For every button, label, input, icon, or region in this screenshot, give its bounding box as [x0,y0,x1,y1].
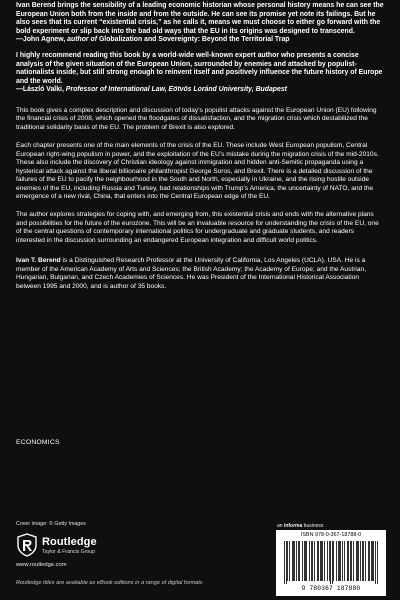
barcode-bar [369,541,370,581]
publisher-name: Routledge [42,536,97,548]
barcode-digits: 9 780367 187880 [301,585,361,592]
barcode-graphic [284,541,378,584]
endorsement-author-1-role: author of [67,36,98,44]
informa-suffix: business [302,523,324,529]
barcode-bar [289,541,290,581]
barcode-bar [375,541,376,584]
barcode-bar [330,541,331,584]
ebook-note: Routledge titles are available as eBook editions in a range of digital formats [16,580,203,586]
barcode-bar [373,541,374,581]
endorsement-quote-1: Ivan Berend brings the sensibility of a leading economic historian whose personal history means he can see the European Union both from the inside and from the outside. He can see its promise yet note its failings. But he also sees that its current “existential crisis,” as he calls it, means we must choose to either go forward with the bold experiment or slip back into the bad old ways that the EU in its origins was designed to transcend. [16,2,384,35]
barcode-bar [329,541,330,581]
barcode-bar [332,541,333,584]
barcode-bar [314,541,315,581]
barcode-bar [293,541,294,581]
barcode-bar [327,541,328,581]
barcode-panel [276,530,386,596]
barcode-bar [336,541,337,581]
barcode-bar [309,541,310,581]
endorsement-author-2-name: —László Valki, [16,86,66,94]
barcode-bar [362,541,363,581]
barcode-bar [353,541,354,581]
description-paragraph-1: This book gives a complex description and discussion of today’s populist attacks against the European Union (EU) following the financial crisis of 2008, which opened the floodgates of dissatisfaction, and the migration crisis which destabilized the traditional solidarity basis of the EU. The problem of Brexit is also explored. [16,106,377,131]
barcode-bar [357,541,358,581]
barcode-bar [306,541,307,581]
barcode-bar [356,541,357,581]
barcode-bar [298,541,299,581]
barcode-bar [302,541,303,581]
barcode-bar [342,541,343,581]
informa-tagline [277,523,323,529]
barcode-bar [340,541,341,581]
informa-prefix: an [277,523,284,529]
barcode-bar [294,541,295,581]
barcode-bar [321,541,322,581]
barcode-bar [292,541,293,581]
barcode-bar [286,541,287,584]
barcode-bar [338,541,339,581]
barcode-bar [320,541,321,581]
barcode-bar [371,541,372,581]
barcode-bar [311,541,312,581]
publisher-url[interactable]: www.routledge.com [16,562,67,568]
author-bio [16,257,384,291]
cover-image-credit: Cover image: © Getty Images [16,521,86,527]
endorsement-author-2 [16,86,384,95]
author-bio-name: Ivan T. Berend [16,257,61,265]
barcode-bar [360,541,361,581]
publisher-logo [16,533,126,557]
cover-text [16,2,384,291]
barcode-bar [287,541,288,581]
publisher-subtitle: Taylor & Francis Group [42,549,96,555]
barcode-bar [317,541,318,581]
informa-brand: informa [283,523,303,529]
barcode-bar [322,541,323,581]
endorsement-author-1 [16,36,384,45]
barcode-bar [358,541,359,581]
endorsement-author-2-role: Professor of International Law, Eötvös Loránd University, Budapest [65,86,287,94]
endorsement-author-1-work: Globalization and Sovereignty: Beyond the Territorial Trap [97,36,290,44]
barcode-bar [333,541,334,581]
isbn-label: ISBN 978-0-367-18788-0 [300,532,362,538]
barcode-bar [351,541,352,581]
barcode-bar [304,541,305,581]
barcode-bar [368,541,369,581]
barcode-bar [347,541,348,581]
routledge-logo-icon [16,533,38,557]
barcode-bar [284,541,285,584]
endorsement-quote-2: I highly recommend reading this book by a world-wide well-known expert author who presents a concise analysis of the given situation of the European Union, surrounded by enemies and attacked by populist-nationalists inside, but still strong enough to reinvent itself and positively influence the future history of Europe and the world. [16,51,383,85]
author-bio-text: is a Distinguished Research Professor at the University of California, Los Angeles (UCLA), USA. He is a member of the American Academy of Arts and Sciences; the British Academy; the Academy of Europe; and the Austrian, Hungarian, Bulgarian, and Czech Academies of Sciences. He was President of the International Historical Association between 1995 and 2000, and is author of 35 books. [16,257,367,290]
barcode-bar [318,541,319,581]
barcode-bar [344,541,345,581]
barcode-bar [324,541,325,581]
barcode-bar [339,541,340,581]
barcode-bar [348,541,349,581]
barcode-bar [296,541,297,581]
barcode-bar [365,541,366,581]
barcode-bar [305,541,306,581]
barcode-bar [299,541,300,581]
endorsement-author-1-name: —John Agnew, [16,36,68,44]
barcode-bar [350,541,351,581]
barcode-bar [363,541,364,581]
subject-category: ECONOMICS [16,439,60,446]
barcode-bar [372,541,373,581]
barcode-bar [312,541,313,581]
barcode-bar [377,541,378,584]
description-paragraph-3: The author explores strategies for coping with, and emerging from, this existential crisis and ends with the alternative plans and possibilities for the future of the eurozone. This will be an invaluable resource for understanding the crisis of the EU, one of the central questions of contemporary international politics for undergraduate and graduate students, and readers interested in the discussion surrounding an endangered European integration and difficult world politics. [16,211,379,244]
description-paragraph-2: Each chapter presents one of the main elements of the crisis of the EU. These include West European populism, Central European right-wing populism in power, and the exploitation of the EU’s mistake during the migration crisis of the mid-2010s. These also include the discovery of Christian ideology against immigration and hidden anti-Semitic propaganda using a hysterical attack against the liberal billionaire philanthropist George Soros, and Brexit. There is a detailed discussion of the failures of the EU to pacify the neighbourhood in the South and North, especially in Ukraine, and the rising hostile outside enemies of the EU, including Russia and Turkey, bad relationships with Trump’s America, the uncertainty of NATO, and the emergence of a new rival, China, that enters into the Central European edge of the EU. [16,142,379,201]
